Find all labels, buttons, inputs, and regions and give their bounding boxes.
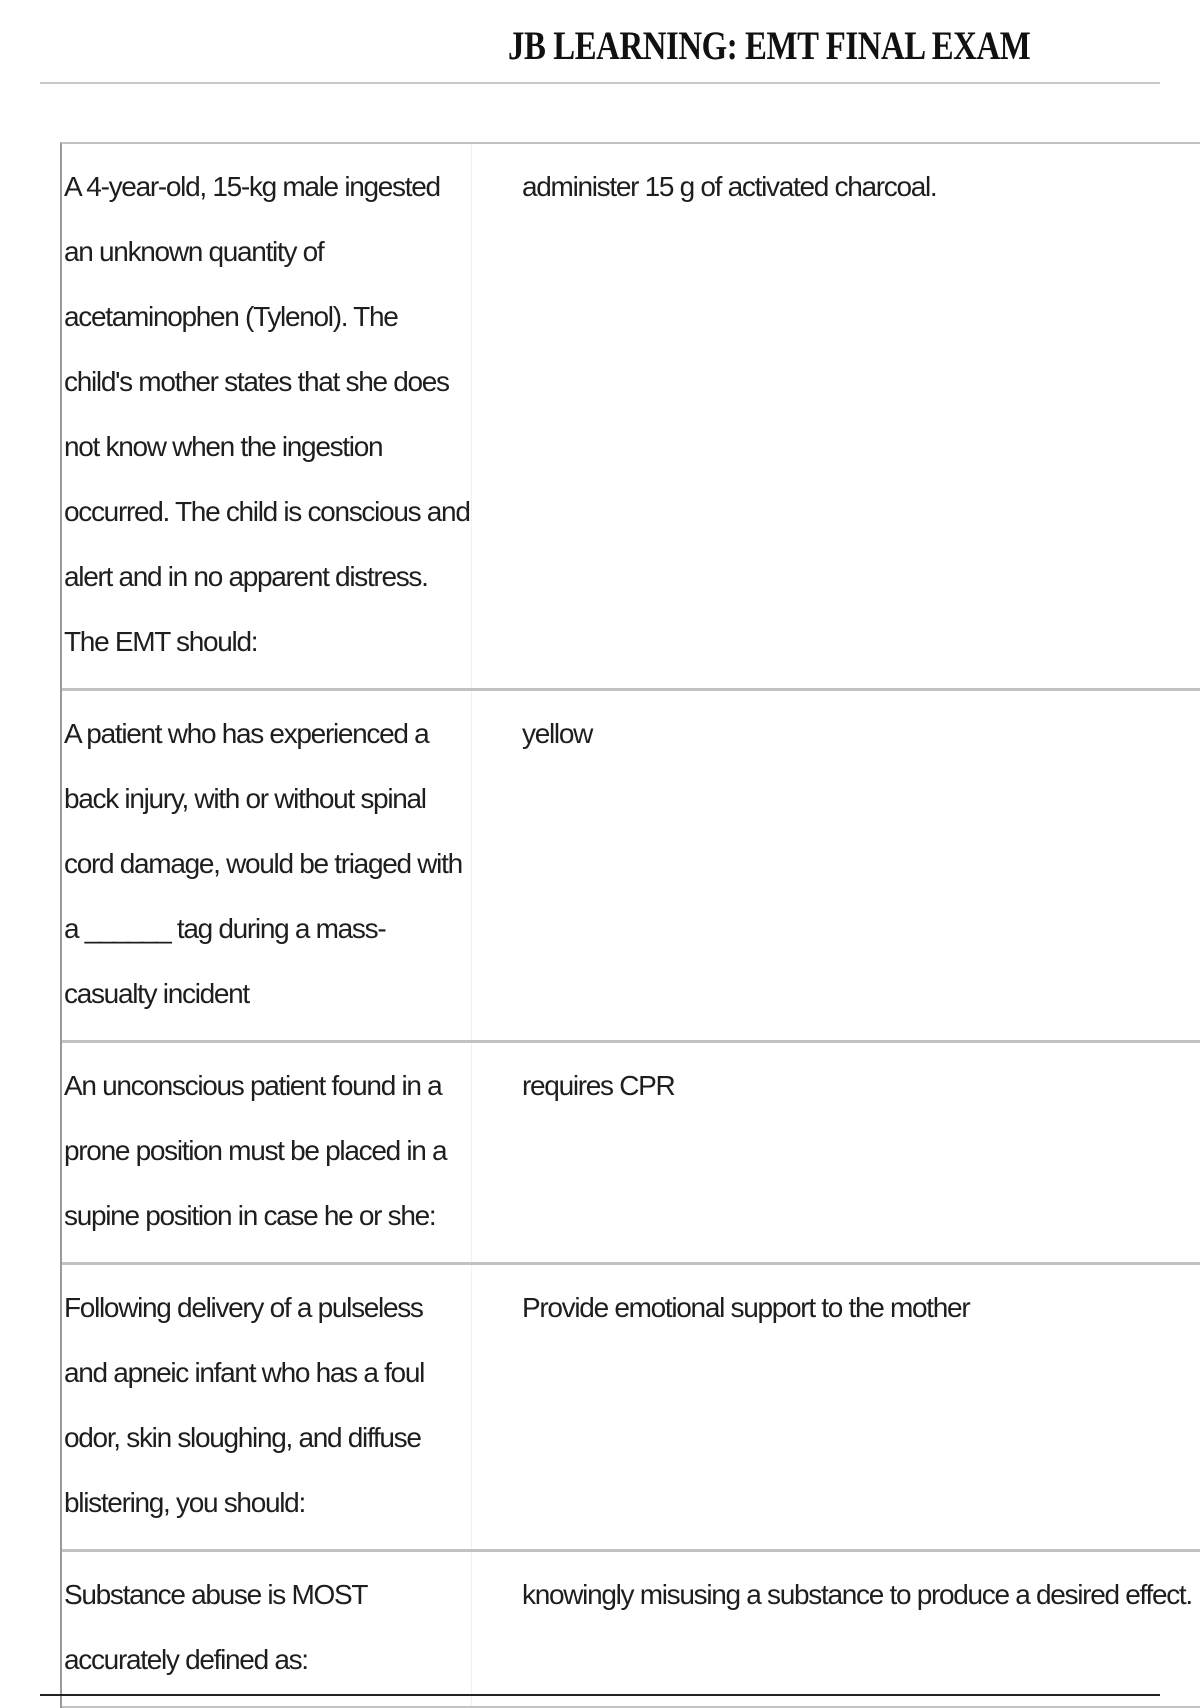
answer-cell: yellow — [522, 718, 593, 749]
flashcard-table — [60, 142, 1200, 1708]
answer-cell: knowingly misusing a substance to produce a desired effect. — [522, 1579, 1192, 1610]
page-title: JB LEARNING: EMT FINAL EXAM — [508, 23, 1031, 68]
answer-cell: requires CPR — [522, 1070, 675, 1101]
question-cell: A 4-year-old, 15-kg male ingested an unknown quantity of acetaminophen (Tylenol). The child's mother states that she does not know when the ingestion occurred. The child is conscious and alert and in no apparent distress. The EMT should: — [62, 144, 472, 688]
page-header — [40, 0, 1160, 84]
table-row — [62, 144, 1200, 691]
question-cell: Substance abuse is MOST accurately defined as: — [62, 1552, 472, 1706]
question-cell: Following delivery of a pulseless and apneic infant who has a foul odor, skin sloughing, and diffuse blistering, you should: — [62, 1265, 472, 1549]
question-cell: A patient who has experienced a back injury, with or without spinal cord damage, would be triaged with a ______ tag during a mass-casualty incident — [62, 691, 472, 1040]
table-row — [62, 1265, 1200, 1552]
footer-divider — [40, 1694, 1160, 1696]
table-row — [62, 1043, 1200, 1265]
question-cell: An unconscious patient found in a prone position must be placed in a supine position in case he or she: — [62, 1043, 472, 1262]
table-row — [62, 691, 1200, 1043]
answer-cell: Provide emotional support to the mother — [522, 1292, 970, 1323]
answer-cell: administer 15 g of activated charcoal. — [522, 171, 937, 202]
table-row — [62, 1552, 1200, 1708]
